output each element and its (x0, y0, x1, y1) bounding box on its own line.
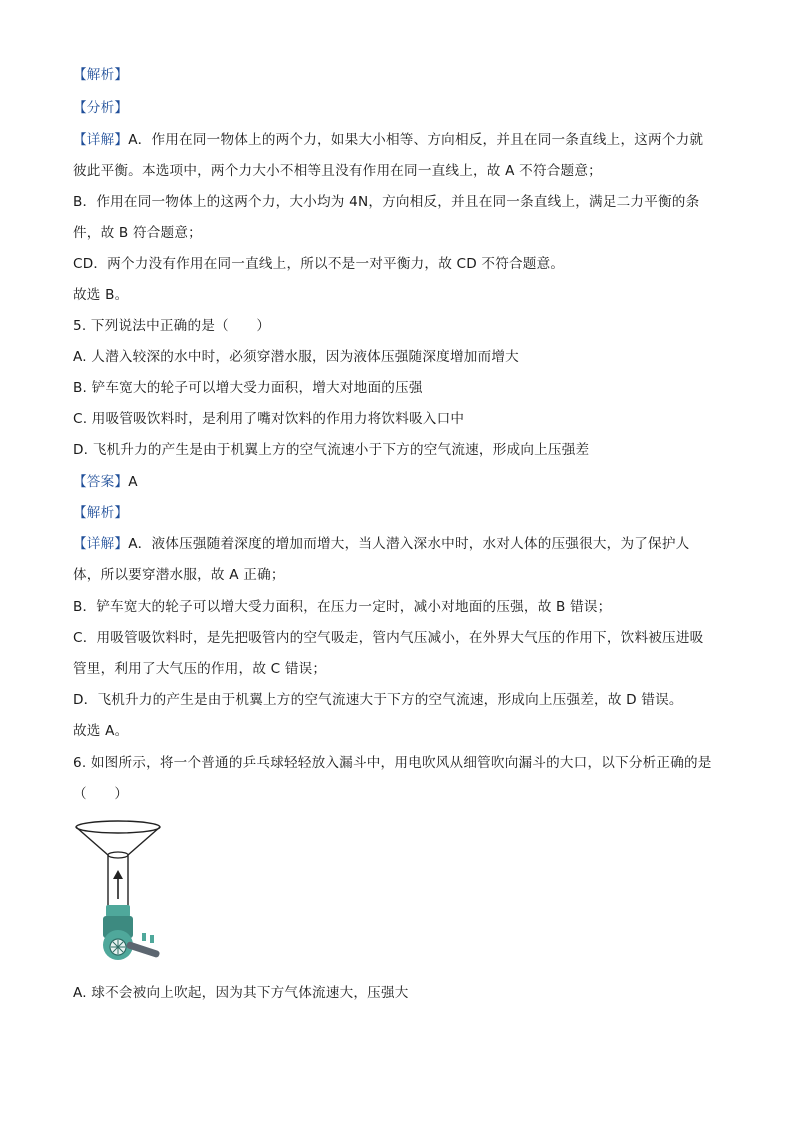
q4-conclusion: 故选 B。 (73, 287, 129, 303)
tag-fenxi: 【分析】 (73, 100, 129, 116)
q5-stem: 5. 下列说法中正确的是（ ） (73, 318, 271, 334)
q5-detail-line-1 (73, 535, 723, 553)
q5-detail-line-3: B．铲车宽大的轮子可以增大受力面积，在压力一定时，减小对地面的压强，故 B 错误； (73, 599, 612, 615)
q5-detail-line-2: 体，所以要穿潜水服，故 A 正确； (73, 567, 285, 583)
q5-detail-line-4: C．用吸管吸饮料时，是先把吸管内的空气吸走，管内气压减小，在外界大气压的作用下，饮料被压进吸 (73, 630, 704, 646)
q5-option-c: C. 用吸管吸饮料时，是利用了嘴对饮料的作用力将饮料吸入口中 (73, 411, 465, 427)
text: A．液体压强随着深度的增加而增大，当人潜入深水中时，水对人体的压强很大，为了保护人 (128, 536, 690, 552)
hair-dryer-icon (103, 905, 160, 960)
answer-value: A (128, 474, 138, 490)
q5-option-d: D. 飞机升力的产生是由于机翼上方的空气流速小于下方的空气流速，形成向上压强差 (73, 442, 590, 458)
q5-option-b: B. 铲车宽大的轮子可以增大受力面积，增大对地面的压强 (73, 380, 423, 396)
figure-svg (70, 815, 180, 970)
tag-xiangjie: 【详解】 (73, 132, 129, 148)
q4-detail-line-5: CD．两个力没有作用在同一直线上，所以不是一对平衡力，故 CD 不符合题意。 (73, 256, 565, 272)
q6-stem-line-2: （ ） (73, 786, 129, 802)
q4-detail-line-1 (73, 131, 723, 149)
q5-conclusion: 故选 A。 (73, 723, 129, 739)
label-fenxi (73, 99, 723, 117)
label-jiexi (73, 66, 723, 84)
q5-detail-line-6: D．飞机升力的产生是由于机翼上方的空气流速大于下方的空气流速，形成向上压强差，故 D 错误。 (73, 692, 683, 708)
arrow-up-icon (113, 870, 123, 899)
q5-option-a: A. 人潜入较深的水中时，必须穿潜水服，因为液体压强随深度增加而增大 (73, 349, 519, 365)
q6-stem-line-1: 6. 如图所示，将一个普通的乒乓球轻轻放入漏斗中，用电吹风从细管吹向漏斗的大口，以下分析正确的是 (73, 755, 712, 771)
q5-answer (73, 473, 723, 491)
text: A．作用在同一物体上的两个力，如果大小相等、方向相反，并且在同一条直线上，这两个力就 (128, 132, 704, 148)
q4-detail-line-2: 彼此平衡。本选项中，两个力大小不相等且没有作用在同一直线上，故 A 不符合题意； (73, 163, 602, 179)
funnel-hair-dryer-figure (70, 815, 180, 970)
tag-jiexi: 【解析】 (73, 67, 129, 83)
q6-option-a: A. 球不会被向上吹起，因为其下方气体流速大，压强大 (73, 985, 409, 1001)
tag-xiangjie-2: 【详解】 (73, 536, 129, 552)
q4-detail-line-4: 件，故 B 符合题意； (73, 225, 202, 241)
tag-jiexi-2: 【解析】 (73, 505, 129, 521)
label-jiexi-2 (73, 504, 723, 522)
q4-detail-line-3: B．作用在同一物体上的这两个力，大小均为 4N，方向相反，并且在同一条直线上，满足二力平衡的条 (73, 194, 700, 210)
tag-daan: 【答案】 (73, 474, 129, 490)
q5-detail-line-5: 管里，利用了大气压的作用，故 C 错误； (73, 661, 327, 677)
